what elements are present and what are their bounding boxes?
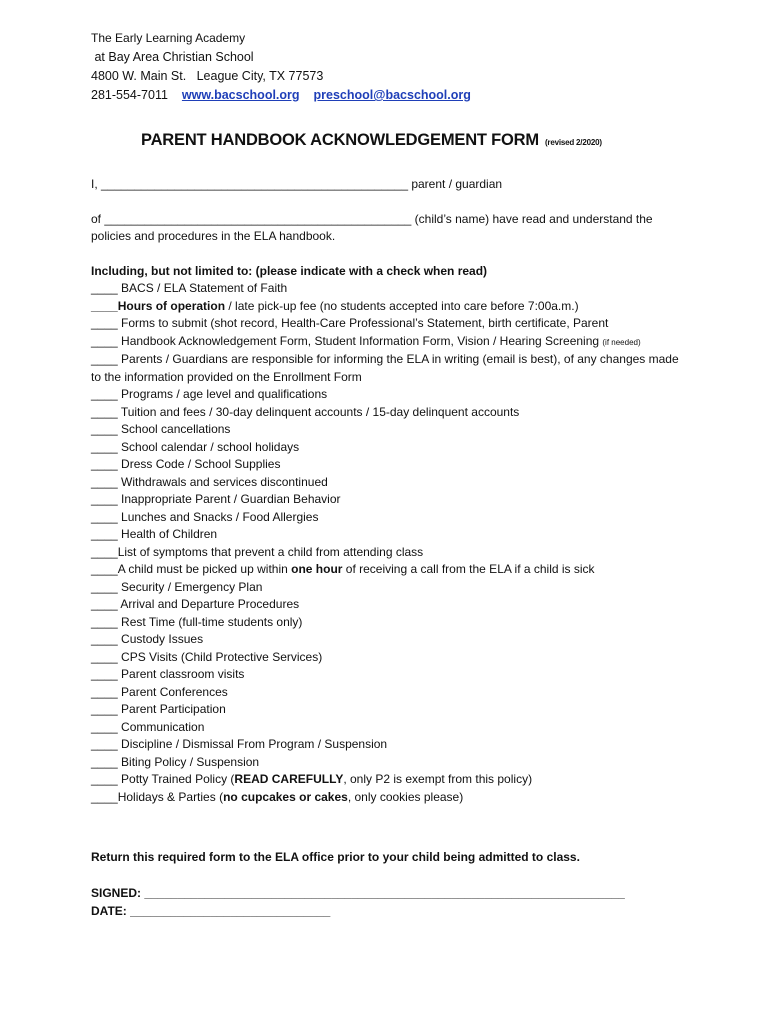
checklist-item: ____ Handbook Acknowledgement Form, Student Information Form, Vision / Hearing Screening (if needed) [91, 333, 641, 348]
checklist-item: ____ CPS Visits (Child Protective Services) [91, 649, 323, 664]
checklist-item: ____ Health of Children [91, 527, 218, 541]
checklist-item: ____ Withdrawals and services discontinued [91, 474, 328, 489]
checklist-item: ____ Parent Participation [91, 702, 226, 716]
school-name: The Early Learning Academy [91, 31, 246, 45]
read-carefully-emphasis: READ CAREFULLY [234, 772, 344, 786]
website-link[interactable]: www.bacschool.org [181, 88, 300, 102]
checklist-item: ____Holidays & Parties (no cupcakes or cakes, only cookies please) [91, 789, 464, 804]
acknowledgement-checklist [91, 263, 731, 807]
email-link[interactable]: preschool@bacschool.org [313, 88, 471, 102]
return-instructions: Return this required form to the ELA office prior to your child being admitted to class. [91, 850, 580, 864]
checklist-item: ____ BACS / ELA Statement of Faith [91, 281, 288, 295]
checklist-item: ____Hours of operation / late pick-up fee (no students accepted into care before 7:00a.m.) [91, 298, 579, 313]
if-needed-note: (if needed) [602, 337, 641, 347]
checklist-item: ____A child must be picked up within one hour of receiving a call from the ELA if a child is sick [91, 562, 595, 576]
checklist-item: ____ Inappropriate Parent / Guardian Behavior [91, 492, 341, 506]
no-cupcakes-emphasis: no cupcakes or cakes [223, 789, 348, 804]
hours-of-operation-label: Hours of operation [117, 298, 226, 313]
school-address: 4800 W. Main St. League City, TX 77573 [91, 69, 324, 83]
checklist-item: ____ Programs / age level and qualifications [91, 387, 328, 401]
form-page [91, 29, 731, 920]
form-title-text: PARENT HANDBOOK ACKNOWLEDGEMENT FORM [141, 131, 539, 149]
checklist-item: ____ Potty Trained Policy (READ CAREFULLY, only P2 is exempt from this policy) [91, 772, 533, 786]
checklist-item: ____ Arrival and Departure Procedures [91, 597, 300, 611]
checklist-item: ____ Custody Issues [91, 632, 204, 646]
parent-name-line: I, ______________________________________________ parent / guardian [91, 177, 503, 191]
checklist-item: ____ Security / Emergency Plan [91, 579, 263, 594]
checklist-item: ____ Lunches and Snacks / Food Allergies [91, 509, 319, 524]
checklist-item: ____ Tuition and fees / 30-day delinquent accounts / 15-day delinquent accounts [91, 404, 520, 419]
checklist-item: ____List of symptoms that prevent a child from attending class [91, 544, 424, 559]
checklist-item: ____ Parent Conferences [91, 684, 228, 699]
child-name-statement: of ______________________________________________ (child’s name) have read and understand the policies and procedures in the ELA handbook. [91, 211, 653, 243]
checklist-item: ____ Rest Time (full-time students only) [91, 614, 303, 629]
one-hour-emphasis: one hour [291, 562, 343, 576]
checklist-item: ____ Biting Policy / Suspension [91, 754, 260, 769]
school-header [91, 29, 731, 105]
checklist-item: ____ Dress Code / School Supplies [91, 457, 281, 471]
revision-note: (revised 2/2020) [544, 138, 602, 147]
school-subtitle: at Bay Area Christian School [91, 50, 254, 64]
checklist-intro: Including, but not limited to: (please indicate with a check when read) [91, 263, 488, 278]
contact-line [91, 86, 731, 105]
checklist-item: ____ Discipline / Dismissal From Program / Suspension [91, 737, 388, 751]
checklist-item: ____ School calendar / school holidays [91, 439, 300, 454]
checklist-item: ____ School cancellations [91, 422, 231, 436]
date-line: DATE: ______________________________ [91, 904, 331, 918]
signature-line: SIGNED: ________________________________________________________________________ [91, 886, 625, 900]
checklist-item: ____ Parents / Guardians are responsible for informing the ELA in writing (email is best), of any changes made to the information provided on the Enrollment Form [91, 352, 679, 384]
checklist-item: ____ Communication [91, 719, 205, 734]
form-title [141, 131, 731, 150]
signature-block [91, 884, 731, 920]
phone-number: 281-554-7011 [91, 88, 168, 102]
checklist-item: ____ Forms to submit (shot record, Health-Care Professional’s Statement, birth certificate, Parent [91, 316, 609, 330]
checklist-item: ____ Parent classroom visits [91, 667, 245, 681]
